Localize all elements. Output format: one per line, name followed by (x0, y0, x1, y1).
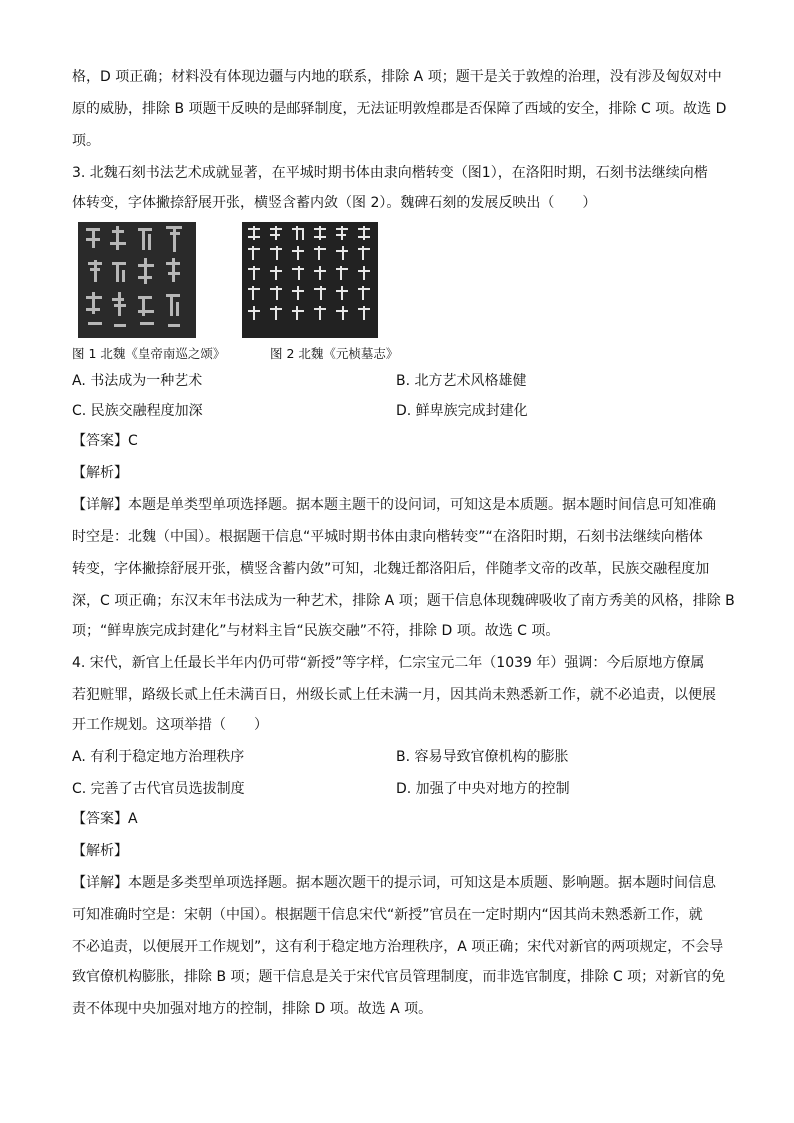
q4-option-a: A. 有利于稳定地方治理秩序 (72, 749, 245, 765)
figure-1-rubbing-glyphs (78, 222, 196, 338)
q3-detail-line-1: 【详解】本题是单类型单项选择题。据本题主题干的设问词，可知这是本质题。据本题时间信息可知准确 (72, 497, 716, 513)
q3-stem-line-2: 体转变，字体撇捺舒展开张，横竖含蓄内敛（图 2）。魏碑石刻的发展反映出（ ） (72, 195, 597, 211)
q2-tail-line-1: 格，D 项正确；材料没有体现边疆与内地的联系，排除 A 项；题干是关于敦煌的治理，没有涉及匈奴对中 (72, 69, 722, 85)
q4-detail-line-5: 责不体现中央加强对地方的控制，排除 D 项。故选 A 项。 (72, 1001, 433, 1017)
figure-2-caption: 图 2 北魏《元桢墓志》 (270, 346, 399, 361)
q3-detail-line-4: 深，C 项正确；东汉末年书法成为一种艺术，排除 A 项；题干信息体现魏碑吸收了南方秀美的风格，排除 B (72, 593, 735, 609)
q3-option-b: B. 北方艺术风格雄健 (396, 373, 527, 389)
q4-stem-line-2: 若犯赃罪，路级长贰上任未满百日，州级长贰上任未满一月，因其尚未熟悉新工作，就不必追责，以便展 (72, 687, 716, 703)
q3-option-d: D. 鲜卑族完成封建化 (396, 403, 528, 419)
q4-option-d: D. 加强了中央对地方的控制 (396, 781, 570, 797)
q3-stem-line-1: 3. 北魏石刻书法艺术成就显著，在平城时期书体由隶向楷转变（图1），在洛阳时期，石刻书法继续向楷 (72, 165, 708, 181)
q3-detail-line-2: 时空是：北魏（中国）。根据题干信息“平城时期书体由隶向楷转变”“在洛阳时期，石刻书法继续向楷体 (72, 529, 703, 545)
q3-option-c: C. 民族交融程度加深 (72, 403, 203, 419)
q4-option-c: C. 完善了古代官员选拔制度 (72, 781, 245, 797)
q3-detail-line-5: 项；“鲜卑族完成封建化”与材料主旨“民族交融”不符，排除 D 项。故选 C 项。 (72, 623, 560, 639)
figure-1-caption: 图 1 北魏《皇帝南巡之颂》 (72, 346, 226, 361)
q4-option-b: B. 容易导致官僚机构的膨胀 (396, 749, 569, 765)
q3-option-a: A. 书法成为一种艺术 (72, 373, 203, 389)
q2-tail-line-2: 原的威胁，排除 B 项题干反映的是邮驿制度，无法证明敦煌郡是否保障了西域的安全，排除 C 项。故选 D (72, 101, 727, 117)
q4-detail-line-3: 不必追责，以便展开工作规划”，这有利于稳定地方治理秩序，A 项正确；宋代对新官的两项规定，不会导 (72, 939, 724, 955)
q3-detail-line-3: 转变，字体撇捺舒展开张，横竖含蓄内敛”可知，北魏迁都洛阳后，伴随孝文帝的改革，民族交融程度加 (72, 561, 710, 577)
q4-detail-line-4: 致官僚机构膨胀，排除 B 项；题干信息是关于宋代官员管理制度，而非选官制度，排除 C 项；对新官的免 (72, 969, 726, 985)
q4-analysis-label: 【解析】 (72, 843, 128, 859)
q4-answer: 【答案】A (72, 811, 138, 827)
figure-2-rubbing-image (242, 222, 378, 338)
q4-stem-line-3: 开工作规划。这项举措（ ） (72, 717, 268, 733)
q4-detail-line-1: 【详解】本题是多类型单项选择题。据本题次题干的提示词，可知这是本质题、影响题。据本题时间信息 (72, 875, 716, 891)
q2-tail-line-3: 项。 (72, 133, 100, 149)
figure-1-rubbing-image (78, 222, 196, 338)
q3-analysis-label: 【解析】 (72, 465, 128, 481)
q4-detail-line-2: 可知准确时空是：宋朝（中国）。根据题干信息宋代“新授”官员在一定时期内“因其尚未熟悉新工作，就 (72, 907, 703, 923)
q3-answer: 【答案】C (72, 433, 138, 449)
q4-stem-line-1: 4. 宋代，新官上任最长半年内仍可带“新授”等字样，仁宗宝元二年（1039 年）强调：今后原地方僚属 (72, 655, 705, 671)
figure-2-rubbing-glyphs (242, 222, 378, 338)
